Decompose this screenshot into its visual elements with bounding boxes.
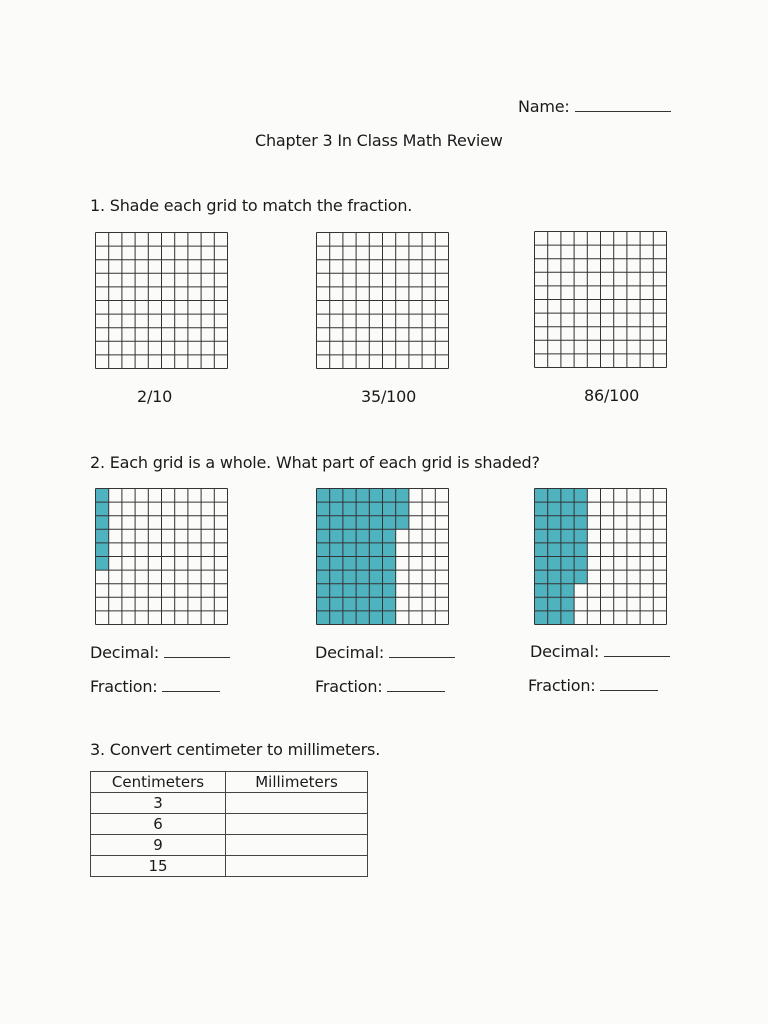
column-header-centimeters: Centimeters xyxy=(91,772,226,793)
decimal-label: Decimal: xyxy=(315,643,385,662)
decimal-answer-1 xyxy=(90,643,230,662)
shaded-cell xyxy=(548,529,561,543)
shaded-cell xyxy=(317,611,330,625)
shaded-cell xyxy=(574,557,587,571)
shaded-cell xyxy=(548,570,561,584)
shaded-cell xyxy=(356,597,369,611)
shaded-cell xyxy=(330,543,343,557)
shaded-cell xyxy=(317,557,330,571)
q1-prompt: 1. Shade each grid to match the fraction. xyxy=(90,196,413,215)
q2-grid-2 xyxy=(316,488,449,625)
fraction-blank[interactable] xyxy=(162,691,220,692)
shaded-cell xyxy=(343,516,356,530)
shaded-cell xyxy=(356,489,369,503)
shaded-cell xyxy=(369,502,382,516)
shaded-cell xyxy=(574,502,587,516)
shaded-cell xyxy=(317,597,330,611)
conversion-table xyxy=(90,771,368,877)
shaded-cell xyxy=(383,597,396,611)
shaded-cell xyxy=(343,584,356,598)
shaded-cell xyxy=(548,516,561,530)
decimal-blank[interactable] xyxy=(389,657,455,658)
shaded-cell xyxy=(548,502,561,516)
shaded-cell xyxy=(535,611,548,625)
shaded-cell xyxy=(369,611,382,625)
shaded-cell xyxy=(330,597,343,611)
shaded-cell xyxy=(96,516,109,530)
shaded-cell xyxy=(561,584,574,598)
hundred-grid xyxy=(95,488,228,625)
shaded-cell xyxy=(535,597,548,611)
table-row xyxy=(91,814,368,835)
hundred-grid xyxy=(534,488,667,625)
shaded-cell xyxy=(574,543,587,557)
table-row xyxy=(91,835,368,856)
shaded-cell xyxy=(356,516,369,530)
fraction-answer-1 xyxy=(90,677,220,696)
shaded-cell xyxy=(343,557,356,571)
shaded-cell xyxy=(574,529,587,543)
hundred-grid xyxy=(316,488,449,625)
shaded-cell xyxy=(561,597,574,611)
q3-prompt: 3. Convert centimeter to millimeters. xyxy=(90,740,381,759)
decimal-label: Decimal: xyxy=(530,642,600,661)
name-label: Name: xyxy=(518,97,570,116)
shaded-cell xyxy=(383,611,396,625)
shaded-cell xyxy=(356,584,369,598)
shaded-cell xyxy=(317,516,330,530)
shaded-cell xyxy=(548,543,561,557)
shaded-cell xyxy=(317,502,330,516)
shaded-cell xyxy=(330,516,343,530)
shaded-cell xyxy=(561,502,574,516)
name-blank[interactable] xyxy=(575,111,671,112)
shaded-cell xyxy=(574,516,587,530)
shaded-cell xyxy=(96,557,109,571)
shaded-cell xyxy=(356,557,369,571)
table-row xyxy=(91,856,368,877)
shaded-cell xyxy=(535,529,548,543)
fraction-answer-2 xyxy=(315,677,445,696)
shaded-cell xyxy=(561,570,574,584)
shaded-cell xyxy=(383,570,396,584)
shaded-cell xyxy=(535,516,548,530)
fraction-answer-3 xyxy=(528,676,658,695)
shaded-cell xyxy=(396,516,409,530)
decimal-answer-2 xyxy=(315,643,455,662)
shaded-cell xyxy=(343,529,356,543)
shaded-cell xyxy=(369,597,382,611)
shaded-cell xyxy=(383,584,396,598)
shaded-cell xyxy=(548,597,561,611)
shaded-cell xyxy=(356,543,369,557)
shaded-cell xyxy=(396,489,409,503)
shaded-cell xyxy=(317,529,330,543)
shaded-cell xyxy=(383,502,396,516)
shaded-cell xyxy=(396,502,409,516)
shaded-cell xyxy=(96,502,109,516)
fraction-label: Fraction: xyxy=(315,677,383,696)
shaded-cell xyxy=(369,570,382,584)
q1-grid-1[interactable] xyxy=(95,232,228,369)
shaded-cell xyxy=(317,570,330,584)
fraction-label: Fraction: xyxy=(528,676,596,695)
shaded-cell xyxy=(96,489,109,503)
shaded-cell xyxy=(535,557,548,571)
shaded-cell xyxy=(369,529,382,543)
shaded-cell xyxy=(548,584,561,598)
shaded-cell xyxy=(343,611,356,625)
shaded-cell xyxy=(330,557,343,571)
q2-grid-3 xyxy=(534,488,667,625)
shaded-cell xyxy=(535,570,548,584)
shaded-cell xyxy=(548,557,561,571)
shaded-cell xyxy=(561,529,574,543)
shaded-cell xyxy=(383,516,396,530)
cm-cell: 9 xyxy=(91,835,226,856)
shaded-cell xyxy=(383,529,396,543)
shaded-cell xyxy=(356,611,369,625)
mm-cell[interactable] xyxy=(226,814,368,835)
shaded-cell xyxy=(561,543,574,557)
shaded-cell xyxy=(356,529,369,543)
shaded-cell xyxy=(574,570,587,584)
shaded-cell xyxy=(330,611,343,625)
decimal-answer-3 xyxy=(530,642,670,661)
shaded-cell xyxy=(383,543,396,557)
shaded-cell xyxy=(535,489,548,503)
shaded-cell xyxy=(369,557,382,571)
hundred-grid xyxy=(316,232,449,369)
mm-cell[interactable] xyxy=(226,856,368,877)
shaded-cell xyxy=(574,489,587,503)
shaded-cell xyxy=(383,557,396,571)
shaded-cell xyxy=(343,489,356,503)
shaded-cell xyxy=(535,502,548,516)
mm-cell[interactable] xyxy=(226,793,368,814)
cm-cell: 3 xyxy=(91,793,226,814)
shaded-cell xyxy=(317,489,330,503)
table-header-row xyxy=(91,772,368,793)
shaded-cell xyxy=(561,489,574,503)
shaded-cell xyxy=(317,543,330,557)
table-row xyxy=(91,793,368,814)
shaded-cell xyxy=(369,584,382,598)
shaded-cell xyxy=(369,516,382,530)
shaded-cell xyxy=(330,529,343,543)
shaded-cell xyxy=(330,502,343,516)
shaded-cell xyxy=(535,543,548,557)
shaded-cell xyxy=(548,489,561,503)
column-header-millimeters: Millimeters xyxy=(226,772,368,793)
cm-cell: 6 xyxy=(91,814,226,835)
shaded-cell xyxy=(343,597,356,611)
shaded-cell xyxy=(343,543,356,557)
shaded-cell xyxy=(317,584,330,598)
shaded-cell xyxy=(343,570,356,584)
q1-fraction-label-2: 35/100 xyxy=(361,387,417,406)
q2-grid-1 xyxy=(95,488,228,625)
shaded-cell xyxy=(561,516,574,530)
hundred-grid xyxy=(534,231,667,368)
shaded-cell xyxy=(561,611,574,625)
hundred-grid xyxy=(95,232,228,369)
mm-cell[interactable] xyxy=(226,835,368,856)
shaded-cell xyxy=(535,584,548,598)
page-title: Chapter 3 In Class Math Review xyxy=(255,131,503,150)
fraction-blank[interactable] xyxy=(600,690,658,691)
fraction-blank[interactable] xyxy=(387,691,445,692)
shaded-cell xyxy=(383,489,396,503)
name-field xyxy=(518,97,671,116)
q2-prompt: 2. Each grid is a whole. What part of each grid is shaded? xyxy=(90,453,540,472)
shaded-cell xyxy=(96,543,109,557)
q1-fraction-label-3: 86/100 xyxy=(584,386,640,405)
shaded-cell xyxy=(330,570,343,584)
shaded-cell xyxy=(330,489,343,503)
shaded-cell xyxy=(548,611,561,625)
shaded-cell xyxy=(343,502,356,516)
shaded-cell xyxy=(356,570,369,584)
q1-fraction-label-1: 2/10 xyxy=(137,387,173,406)
q1-grid-2[interactable] xyxy=(316,232,449,369)
decimal-label: Decimal: xyxy=(90,643,160,662)
shaded-cell xyxy=(96,529,109,543)
shaded-cell xyxy=(561,557,574,571)
decimal-blank[interactable] xyxy=(604,656,670,657)
decimal-blank[interactable] xyxy=(164,657,230,658)
shaded-cell xyxy=(369,489,382,503)
shaded-cell xyxy=(356,502,369,516)
fraction-label: Fraction: xyxy=(90,677,158,696)
q1-grid-3[interactable] xyxy=(534,231,667,368)
shaded-cell xyxy=(369,543,382,557)
cm-cell: 15 xyxy=(91,856,226,877)
shaded-cell xyxy=(330,584,343,598)
